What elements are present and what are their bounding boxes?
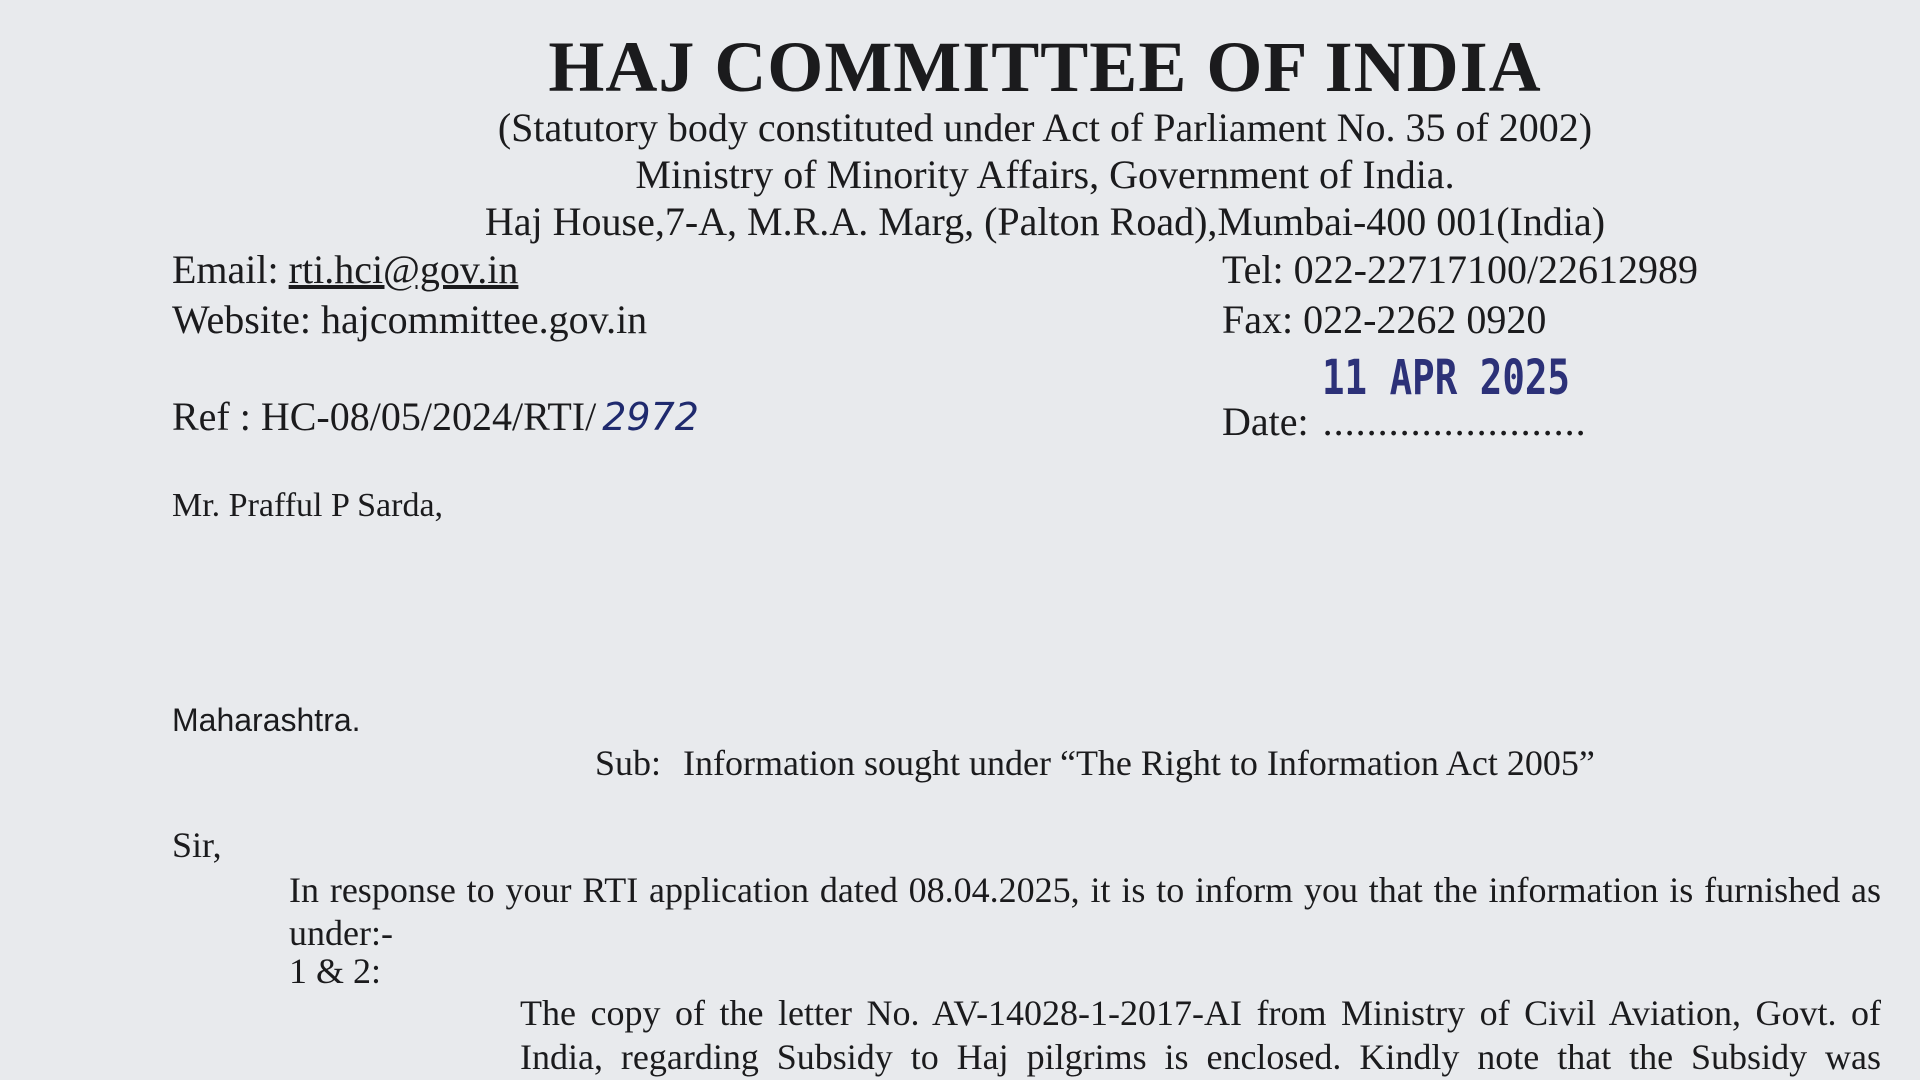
organization-title: HAJ COMMITTEE OF INDIA [548, 27, 1542, 107]
date-stamp: 11 APR 2025 [1322, 350, 1570, 406]
subject-line [595, 742, 1595, 784]
email-line [172, 246, 518, 293]
fax-line: Fax: 022-2262 0920 [1222, 297, 1547, 342]
statutory-line: (Statutory body constituted under Act of Parliament No. 35 of 2002) [497, 105, 1593, 150]
ministry-line: Ministry of Minority Affairs, Government of India. [635, 152, 1455, 197]
reference-printed: Ref : HC-08/05/2024/RTI/ [172, 394, 597, 439]
website-line: Website: hajcommittee.gov.in [172, 297, 648, 342]
reference-handwritten-number: 2972 [602, 395, 699, 439]
item-number-label: 1 & 2: [289, 951, 382, 991]
reference-line [172, 393, 699, 440]
body-paragraph-2-line-1: The copy of the letter No. AV-14028-1-2017-AI from Ministry of Civil Aviation, Govt. of [520, 993, 1881, 1033]
address-line: Haj House,7-A, M.R.A. Marg, (Palton Road),Mumbai-400 001(India) [484, 199, 1606, 244]
body-paragraph-1-continuation: under:- [289, 913, 393, 953]
subject-label: Sub: [595, 743, 662, 783]
date-label: Date: [1222, 399, 1309, 444]
salutation: Sir, [172, 825, 222, 865]
recipient-name: Mr. Prafful P Sarda, [172, 487, 444, 524]
email-label: Email: [172, 247, 279, 292]
body-paragraph-1: In response to your RTI application dated 08.04.2025, it is to inform you that the information is furnished as [289, 870, 1881, 910]
body-paragraph-2-line-2: India, regarding Subsidy to Haj pilgrims is enclosed. Kindly note that the Subsidy was [520, 1037, 1881, 1077]
date-dotted-field: ........................ [1322, 399, 1587, 444]
telephone-line: Tel: 022-22717100/22612989 [1222, 247, 1699, 292]
subject-text: Information sought under “The Right to Information Act 2005” [683, 743, 1595, 783]
date-line [1222, 398, 1587, 445]
email-link[interactable]: rti.hci@gov.in [288, 247, 519, 292]
recipient-state: Maharashtra. [172, 702, 361, 738]
